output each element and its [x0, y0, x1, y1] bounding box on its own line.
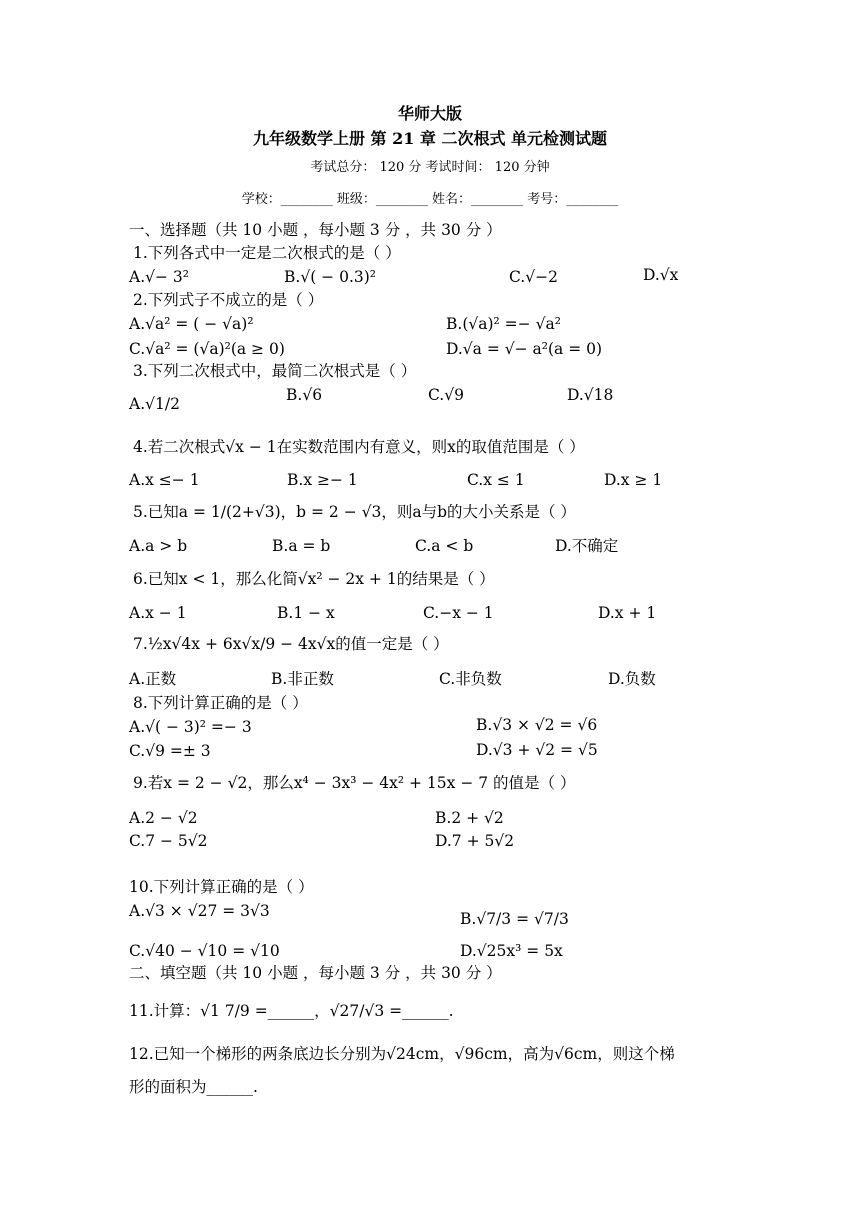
option-c: C.√40 − √10 = √10 — [129, 942, 280, 960]
question-stem-continued: 形的面积为______. — [129, 1078, 258, 1096]
option-a: A.正数 — [129, 670, 177, 688]
question-stem: 5.已知a = 1/(2+√3)，b = 2 − √3，则a与b的大小关系是（ ） — [133, 503, 576, 521]
option-b: B.2 + √2 — [435, 809, 504, 827]
option-c: C.√9 =± 3 — [129, 742, 211, 760]
option-b: B.√6 — [286, 386, 323, 404]
option-b: B.1 − x — [277, 604, 335, 622]
exam-info: 考试总分： 120 分 考试时间： 120 分钟 — [310, 160, 550, 175]
option-a: A.x − 1 — [129, 604, 187, 622]
question-stem: 8.下列计算正确的是（ ） — [133, 694, 308, 712]
option-a: A.2 − √2 — [129, 809, 198, 827]
exam-title: 九年级数学上册 第 21 章 二次根式 单元检测试题 — [252, 129, 608, 148]
option-d: D.√x — [643, 266, 679, 284]
option-c: C.7 − 5√2 — [129, 832, 208, 850]
option-a: A.√( − 3)² =− 3 — [129, 718, 252, 736]
student-info: 学校：________ 班级：________ 姓名：________ 考号：________ — [241, 192, 619, 207]
option-c: C.√−2 — [509, 268, 558, 286]
option-c: C.−x − 1 — [423, 604, 494, 622]
option-d: D.√25x³ = 5x — [460, 942, 563, 960]
publisher-title: 华师大版 — [397, 104, 462, 123]
option-b: B.(√a)² =− √a² — [446, 315, 561, 333]
option-d: D.x ≥ 1 — [604, 471, 663, 489]
question-stem: 4.若二次根式√x − 1在实数范围内有意义，则x的取值范围是（ ） — [133, 438, 585, 456]
option-d: D.负数 — [608, 670, 656, 688]
option-a: A.√a² = ( − √a)² — [129, 315, 254, 333]
option-b: B.√3 × √2 = √6 — [476, 716, 598, 734]
option-c: C.a < b — [415, 537, 474, 555]
option-b: B.x ≥− 1 — [287, 471, 358, 489]
option-a: A.√3 × √27 = 3√3 — [129, 902, 270, 920]
question-stem: 2.下列式子不成立的是（ ） — [133, 291, 324, 309]
option-b: B.√( − 0.3)² — [284, 268, 376, 286]
question-stem: 11.计算：√1 7/9 =______，√27/√3 =______. — [129, 1002, 454, 1020]
option-b: B.a = b — [272, 537, 331, 555]
option-b: B.非正数 — [271, 670, 334, 688]
option-c: C.√a² = (√a)²(a ≥ 0) — [129, 340, 285, 358]
section-heading-fill: 二、填空题（共 10 小题 ，每小题 3 分 ，共 30 分 ） — [129, 964, 502, 982]
question-stem: 7.½x√4x + 6x√x/9 − 4x√x的值一定是（ ） — [133, 635, 449, 653]
section-heading-choice: 一、选择题（共 10 小题 ，每小题 3 分 ，共 30 分 ） — [129, 221, 502, 239]
option-d: D.√18 — [567, 386, 614, 404]
option-d: D.x + 1 — [598, 604, 657, 622]
option-a: A.a > b — [129, 537, 188, 555]
option-d: D.√a = √− a²(a = 0) — [446, 340, 603, 358]
option-c: C.x ≤ 1 — [467, 471, 525, 489]
question-stem: 9.若x = 2 − √2，那么x⁴ − 3x³ − 4x² + 15x − 7 的值是（ ） — [133, 774, 576, 792]
option-a: A.√− 3² — [129, 268, 189, 286]
question-stem: 12.已知一个梯形的两条底边长分别为√24cm，√96cm，高为√6cm，则这个梯 — [129, 1045, 675, 1063]
option-c: C.√9 — [428, 386, 464, 404]
option-d: D.√3 + √2 = √5 — [476, 741, 598, 759]
option-a: A.√1/2 — [129, 395, 180, 413]
option-d: D.不确定 — [555, 537, 619, 555]
option-d: D.7 + 5√2 — [435, 832, 515, 850]
question-stem: 10.下列计算正确的是（ ） — [129, 878, 314, 896]
question-stem: 1.下列各式中一定是二次根式的是（ ） — [133, 244, 401, 262]
option-a: A.x ≤− 1 — [129, 471, 200, 489]
option-c: C.非负数 — [439, 670, 502, 688]
question-stem: 6.已知x < 1，那么化简√x² − 2x + 1的结果是（ ） — [133, 570, 495, 588]
option-b: B.√7/3 = √7/3 — [460, 910, 569, 928]
question-stem: 3.下列二次根式中，最简二次根式是（ ） — [133, 362, 417, 380]
